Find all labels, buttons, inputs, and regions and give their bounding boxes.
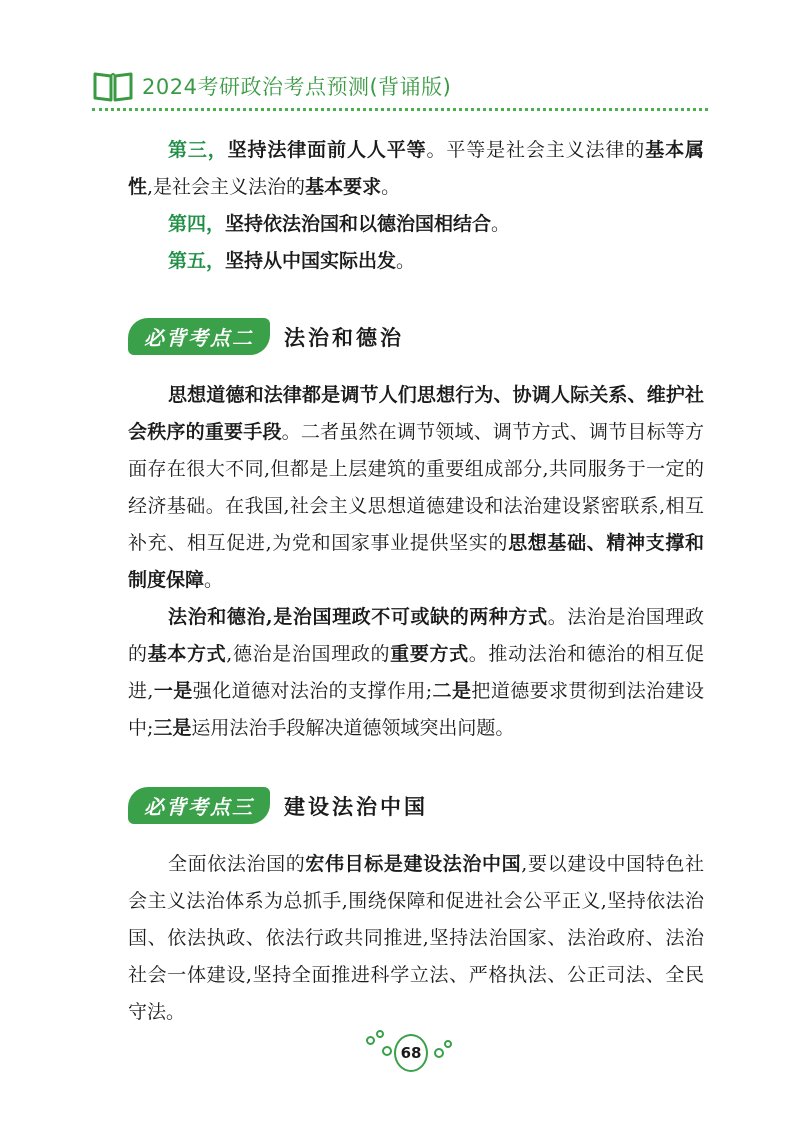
point-label: 第三， [168,139,228,161]
page-footer [362,1026,452,1076]
open-book-icon [92,69,134,103]
header-divider [92,108,708,111]
main-content [128,132,704,1031]
section-title: 建设法治中国 [284,793,428,819]
text-run: 全面依法治国的 [168,853,306,875]
bold-run: 基本方式 [147,643,227,665]
section-heading-3 [128,787,704,824]
paragraph [128,846,704,1031]
decor-dot [382,1046,392,1056]
point-heading: 坚持从中国实际出发 [225,250,397,272]
text-run: 。 [204,569,224,591]
text-run: 。法治是治国理政的 [128,606,704,665]
text-run: 。二者虽然在调节领域、调节方式、调节目标等方面存在很大不同,但都是上层建筑的重要组成部分,共同服务于一定的经济基础。在我国,社会主义思想道德建设和法治建设紧密联系,相互补充、相互促进,为党和国家事业提供坚实的 [128,421,704,554]
bold-run: 宏伟目标是建设法治中国 [305,853,522,875]
text-run: 。 [381,176,401,198]
point-label: 第四， [168,213,226,235]
decor-dot [444,1040,452,1048]
text-run: ,要以建设中国特色社会主义法治体系为总抓手,围绕保障和促进社会公平正义,坚持依法治国、依法执政、依法行政共同推进,坚持法治国家、法治政府、法治社会一体建设,坚持全面推进科学立法、严格执法、公正司法、全民守法。 [128,853,704,1023]
point-heading: 坚持依法治国和以德治国相结合 [225,213,492,235]
text-run: ,德治是治国理政的 [226,643,391,665]
text-run: 。推动法治和德治的相互促进, [128,643,704,702]
decor-dot [434,1048,444,1058]
bold-run: 思想基础、精神支撑和制度保障 [128,532,704,591]
text-run: 运用法治手段解决道德领域突出问题。 [191,717,515,739]
bold-run: 基本要求 [305,176,382,198]
bold-run: 三是 [153,717,192,739]
running-header [92,66,451,106]
point-three [128,132,704,206]
bold-run: 二是 [432,680,472,702]
bold-run: 法治和德治,是治国理政不可或缺的两种方式 [168,606,548,628]
text-run: 。平等是社会主义法律的 [426,139,646,161]
bold-run: 思想道德和法律都是调节人们思想行为、协调人际关系、维护社会秩序的重要手段 [128,384,704,443]
bold-run: 一是 [153,680,193,702]
page-number: 68 [394,1034,428,1072]
section-tag: 必背考点三 [128,787,270,824]
paragraph [128,599,704,747]
bold-run: 基本属性 [128,139,704,198]
bold-run: 重要方式 [390,643,469,665]
header-title: 2024考研政治考点预测(背诵版) [142,75,452,99]
decor-dot [376,1030,384,1038]
text-run: 。 [396,250,416,272]
decor-dot [366,1036,375,1045]
text-run: 把道德要求贯彻到法治建设中; [128,680,704,739]
text-run: 。 [491,213,511,235]
point-heading: 坚持法律面前人人平等 [227,139,427,161]
point-label: 第五， [168,250,226,272]
point-five [128,243,704,280]
text-run: ,是社会主义法治的 [147,176,306,198]
text-run: 强化道德对法治的支撑作用; [192,680,433,702]
section-heading-2 [128,318,704,355]
paragraph [128,377,704,599]
section-tag: 必背考点二 [128,318,270,355]
section-title: 法治和德治 [284,324,404,350]
point-four [128,206,704,243]
